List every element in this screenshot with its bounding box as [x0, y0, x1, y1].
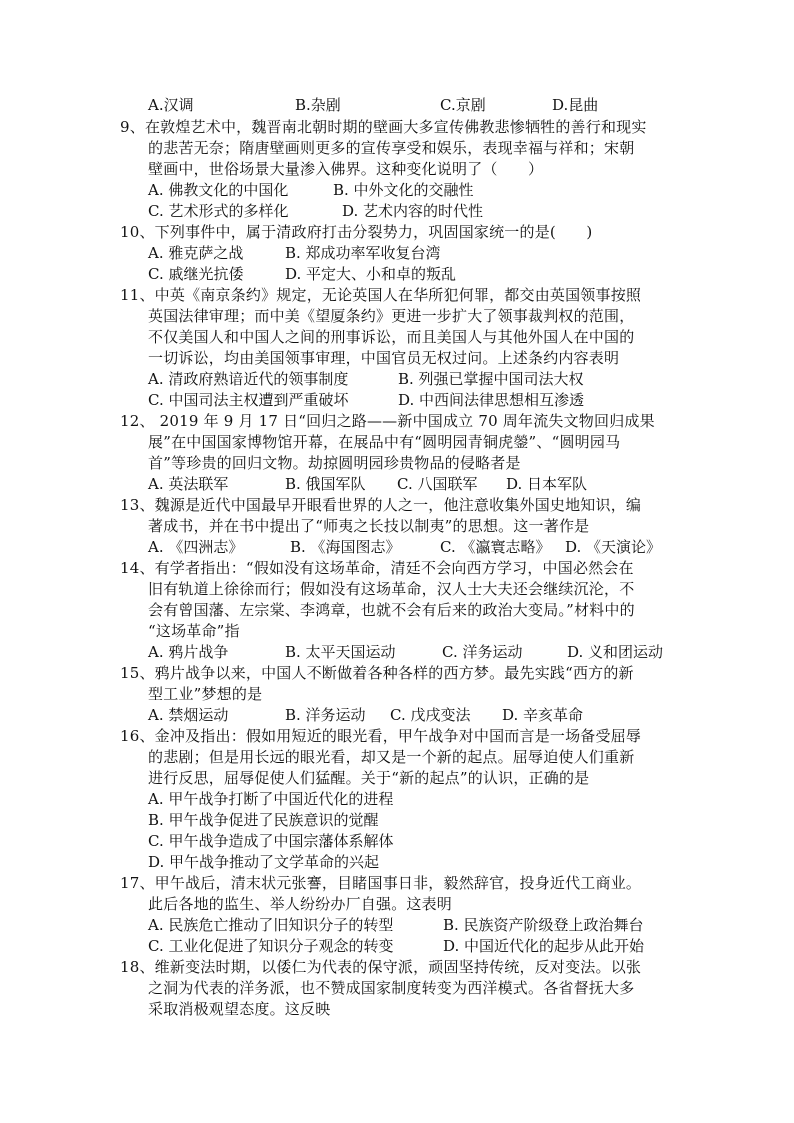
q14-option-c: C. 洋务运动 [442, 643, 523, 661]
q13-option-d: D. 《天演论》 [565, 538, 662, 556]
question-text-line: 14、有学者指出：“假如没有这场革命，清廷不会向西方学习，中国必然会在 [120, 559, 634, 577]
question-text-line: 12、 2019 年 9 月 17 日“回归之路——新中国成立 70 周年流失文物回归成果 [120, 412, 655, 430]
question-text-line: 13、魏源是近代中国最早开眼看世界的人之一，他注意收集外国史地知识，编 [120, 496, 642, 514]
question-text-line: 10、下列事件中，属于清政府打击分裂势力，巩固国家统一的是( ) [120, 223, 593, 241]
q17-option-d: D. 中国近代化的起步从此开始 [443, 937, 645, 955]
q15-option-c: C. 戊戌变法 [390, 706, 471, 724]
q14-option-b: B. 太平天国运动 [285, 643, 396, 661]
q15-option-d: D. 辛亥革命 [502, 706, 584, 724]
question-text-line: 旧有轨道上徐徐而行；假如没有这场革命，汉人士大夫还会继续沉沦，不 [148, 580, 635, 598]
question-text-line: “这场革命”指 [148, 622, 240, 640]
q13-option-a: A. 《四洲志》 [148, 538, 244, 556]
q16-option-a: A. 甲午战争打断了中国近代化的进程 [148, 790, 394, 808]
q8-option-c: C.京剧 [440, 96, 486, 114]
question-text-line: 11、中英《南京条约》规定，无论英国人在华所犯何罪，都交由英国领事按照 [120, 286, 642, 304]
q16-option-b: B. 甲午战争促进了民族意识的觉醒 [148, 811, 379, 829]
question-text-line: 17、甲午战后，清末状元张謇，目睹国事日非，毅然辞官，投身近代工商业。 [120, 874, 642, 892]
q12-option-a: A. 英法联军 [148, 475, 229, 493]
q9-option-a: A. 佛教文化的中国化 [148, 181, 289, 199]
question-text-line: 型工业”梦想的是 [148, 685, 263, 703]
question-text-line: 15、鸦片战争以来，中国人不断做着各种各样的西方梦。最先实践“西方的新 [120, 664, 634, 682]
q11-option-a: A. 清政府熟谙近代的领事制度 [148, 370, 349, 388]
question-text-line: 进行反思，屈辱促使人们猛醒。关于“新的起点”的认识，正确的是 [148, 769, 590, 787]
q9-option-c: C. 艺术形式的多样化 [148, 202, 289, 220]
q13-option-b: B. 《海国图志》 [290, 538, 401, 556]
q11-option-c: C. 中国司法主权遭到严重破坏 [148, 391, 349, 409]
question-text-line: 展”在中国国家博物馆开幕，在展品中有“圆明园青铜虎鎣”、“圆明园马 [148, 433, 621, 451]
question-text-line: 18、维新变法时期，以倭仁为代表的保守派，顽固坚持传统，反对变法。以张 [120, 958, 642, 976]
q12-option-b: B. 俄国军队 [285, 475, 366, 493]
q17-option-a: A. 民族危亡推动了旧知识分子的转型 [148, 916, 394, 934]
question-text-line: 采取消极观望态度。这反映 [148, 1000, 331, 1018]
q12-option-c: C. 八国联军 [397, 475, 478, 493]
q13-option-c: C. 《瀛寰志略》 [440, 538, 551, 556]
q17-option-b: B. 民族资产阶级登上政治舞台 [443, 916, 644, 934]
question-text-line: 9、在敦煌艺术中，魏晋南北朝时期的壁画大多宣传佛教悲惨牺牲的善行和现实 [120, 118, 647, 136]
q10-option-a: A. 雅克萨之战 [148, 244, 244, 262]
q8-option-a: A.汉调 [148, 96, 194, 114]
question-text-line: 16、金冲及指出：假如用短近的眼光看，甲午战争对中国而言是一场备受屈辱 [120, 727, 642, 745]
q14-option-d: D. 义和团运动 [567, 643, 664, 661]
question-text-line: 壁画中，世俗场景大量渗入佛界。这种变化说明了（ ） [148, 160, 544, 178]
q16-option-d: D. 甲午战争推动了文学革命的兴起 [148, 853, 380, 871]
q14-option-a: A. 鸦片战争 [148, 643, 229, 661]
question-text-line: 首”等珍贵的回归文物。劫掠圆明园珍贵物品的侵略者是 [148, 454, 521, 472]
q11-option-b: B. 列强已掌握中国司法大权 [398, 370, 584, 388]
q12-option-d: D. 日本军队 [506, 475, 588, 493]
question-text-line: 不仅美国人和中国人之间的刑事诉讼，而且美国人与其他外国人在中国的 [148, 328, 635, 346]
q11-option-d: D. 中西间法律思想相互渗透 [398, 391, 585, 409]
q8-option-d: D.昆曲 [552, 96, 599, 114]
question-text-line: 一切诉讼，均由美国领事审理，中国官员无权过问。上述条约内容表明 [148, 349, 620, 367]
q9-option-b: B. 中外文化的交融性 [333, 181, 474, 199]
q9-option-d: D. 艺术内容的时代性 [342, 202, 484, 220]
question-text-line: 英国法律审理；而中美《望厦条约》更进一步扩大了领事裁判权的范围， [148, 307, 635, 325]
q10-option-c: C. 戚继光抗倭 [148, 265, 244, 283]
q15-option-b: B. 洋务运动 [285, 706, 366, 724]
q17-option-c: C. 工业化促进了知识分子观念的转变 [148, 937, 394, 955]
q8-option-b: B.杂剧 [295, 96, 341, 114]
q10-option-d: D. 平定大、小和卓的叛乱 [285, 265, 457, 283]
question-text-line: 的悲剧；但是用长远的眼光看，却又是一个新的起点。屈辱迫使人们重新 [148, 748, 635, 766]
question-text-line: 之洞为代表的洋务派，也不赞成国家制度转变为西洋模式。各省督抚大多 [148, 979, 635, 997]
question-text-line: 会有曾国藩、左宗棠、李鸿章，也就不会有后来的政治大变局。”材料中的 [148, 601, 635, 619]
question-text-line: 的悲苦无奈；隋唐壁画则更多的宣传享受和娱乐，表现幸福与祥和；宋朝 [148, 139, 635, 157]
question-text-line: 著成书，并在书中提出了“师夷之长技以制夷”的思想。这一著作是 [148, 517, 590, 535]
q10-option-b: B. 郑成功率军收复台湾 [285, 244, 441, 262]
q15-option-a: A. 禁烟运动 [148, 706, 229, 724]
q16-option-c: C. 甲午战争造成了中国宗藩体系解体 [148, 832, 394, 850]
question-text-line: 此后各地的监生、举人纷纷办厂自强。这表明 [148, 895, 453, 913]
